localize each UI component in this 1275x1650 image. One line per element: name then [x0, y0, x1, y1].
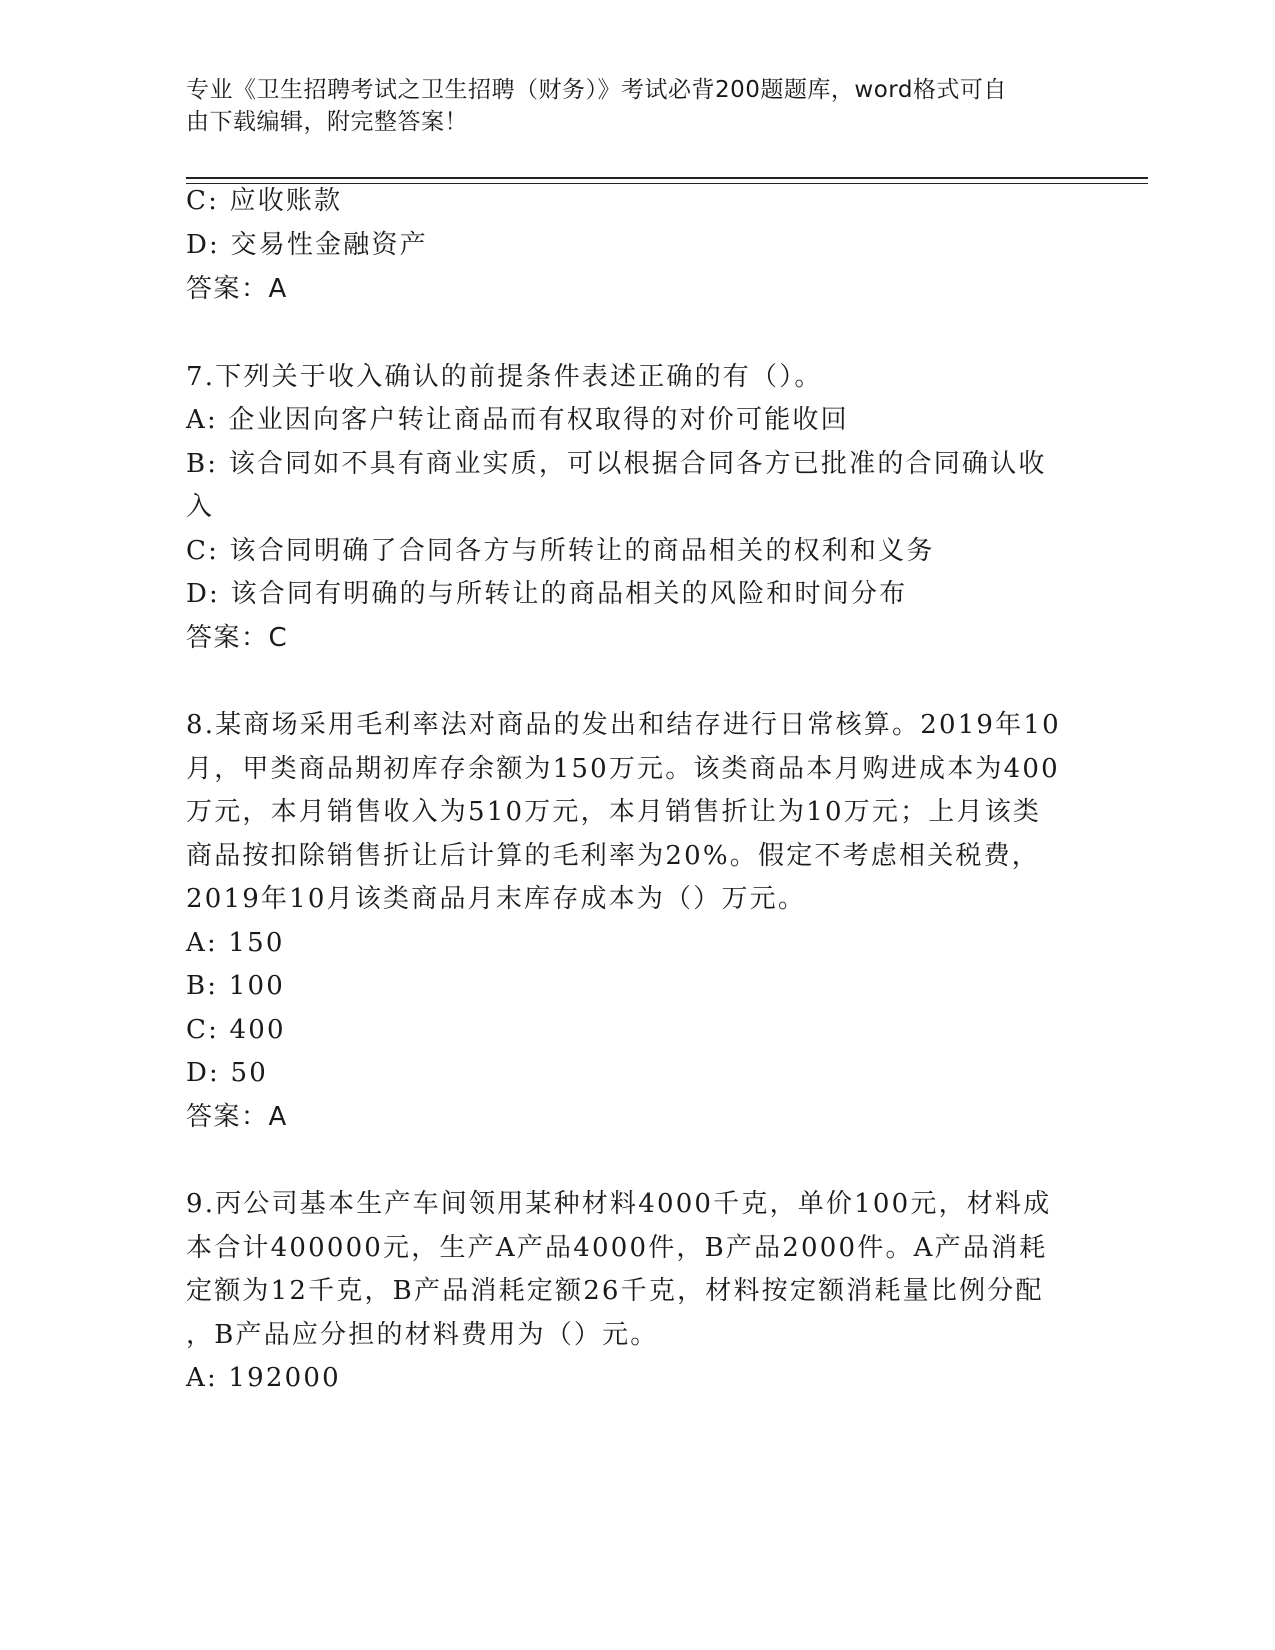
- q9-stem-line-2: 本合计400000元，生产A产品4000件，B产品2000件。A产品消耗: [186, 1233, 1048, 1263]
- q8-stem-line-2: 月，甲类商品期初库存余额为150万元。该类商品本月购进成本为400: [186, 754, 1060, 784]
- q6-option-d: D: 交易性金融资产: [186, 230, 428, 260]
- header-rule-thin: [186, 183, 1148, 184]
- q8-option-d: D: 50: [186, 1058, 268, 1088]
- header-line-1: 专业《卫生招聘考试之卫生招聘（财务）》考试必背200题题库，word格式可自: [186, 77, 1007, 103]
- header-line-2: 由下载编辑，附完整答案！: [186, 109, 468, 135]
- q8-stem-line-5: 2019年10月该类商品月末库存成本为（）万元。: [186, 884, 807, 914]
- q7-option-b-line-2: 入: [186, 492, 215, 522]
- q7-stem: 7.下列关于收入确认的前提条件表述正确的有（）。: [186, 362, 823, 392]
- q8-option-a: A: 150: [186, 928, 285, 958]
- q7-option-b-line-1: B: 该合同如不具有商业实质，可以根据合同各方已批准的合同确认收: [186, 449, 1047, 479]
- q9-option-a: A: 192000: [186, 1363, 341, 1393]
- q8-stem-line-4: 商品按扣除销售折让后计算的毛利率为20%。假定不考虑相关税费，: [186, 841, 1040, 871]
- q8-option-c: C: 400: [186, 1015, 286, 1045]
- q9-stem-line-4: ，B产品应分担的材料费用为（）元。: [186, 1320, 659, 1350]
- q6-option-c: C: 应收账款: [186, 186, 343, 216]
- q6-answer: 答案：A: [186, 274, 288, 304]
- q9-stem-line-1: 9.丙公司基本生产车间领用某种材料4000千克，单价100元，材料成: [186, 1189, 1052, 1219]
- header-rule-thick: [186, 177, 1148, 179]
- q7-answer: 答案：C: [186, 623, 289, 653]
- q7-option-a: A: 企业因向客户转让商品而有权取得的对价可能收回: [186, 405, 849, 435]
- document-header: [186, 74, 1066, 138]
- q8-option-b: B: 100: [186, 971, 285, 1001]
- q8-stem-line-3: 万元，本月销售收入为510万元，本月销售折让为10万元；上月该类: [186, 797, 1042, 827]
- q7-option-c: C: 该合同明确了合同各方与所转让的商品相关的权利和义务: [186, 536, 935, 566]
- q7-option-d: D: 该合同有明确的与所转让的商品相关的风险和时间分布: [186, 579, 908, 609]
- q8-answer: 答案：A: [186, 1102, 288, 1132]
- q9-stem-line-3: 定额为12千克，B产品消耗定额26千克，材料按定额消耗量比例分配: [186, 1276, 1044, 1306]
- q8-stem-line-1: 8.某商场采用毛利率法对商品的发出和结存进行日常核算。2019年10: [186, 710, 1061, 740]
